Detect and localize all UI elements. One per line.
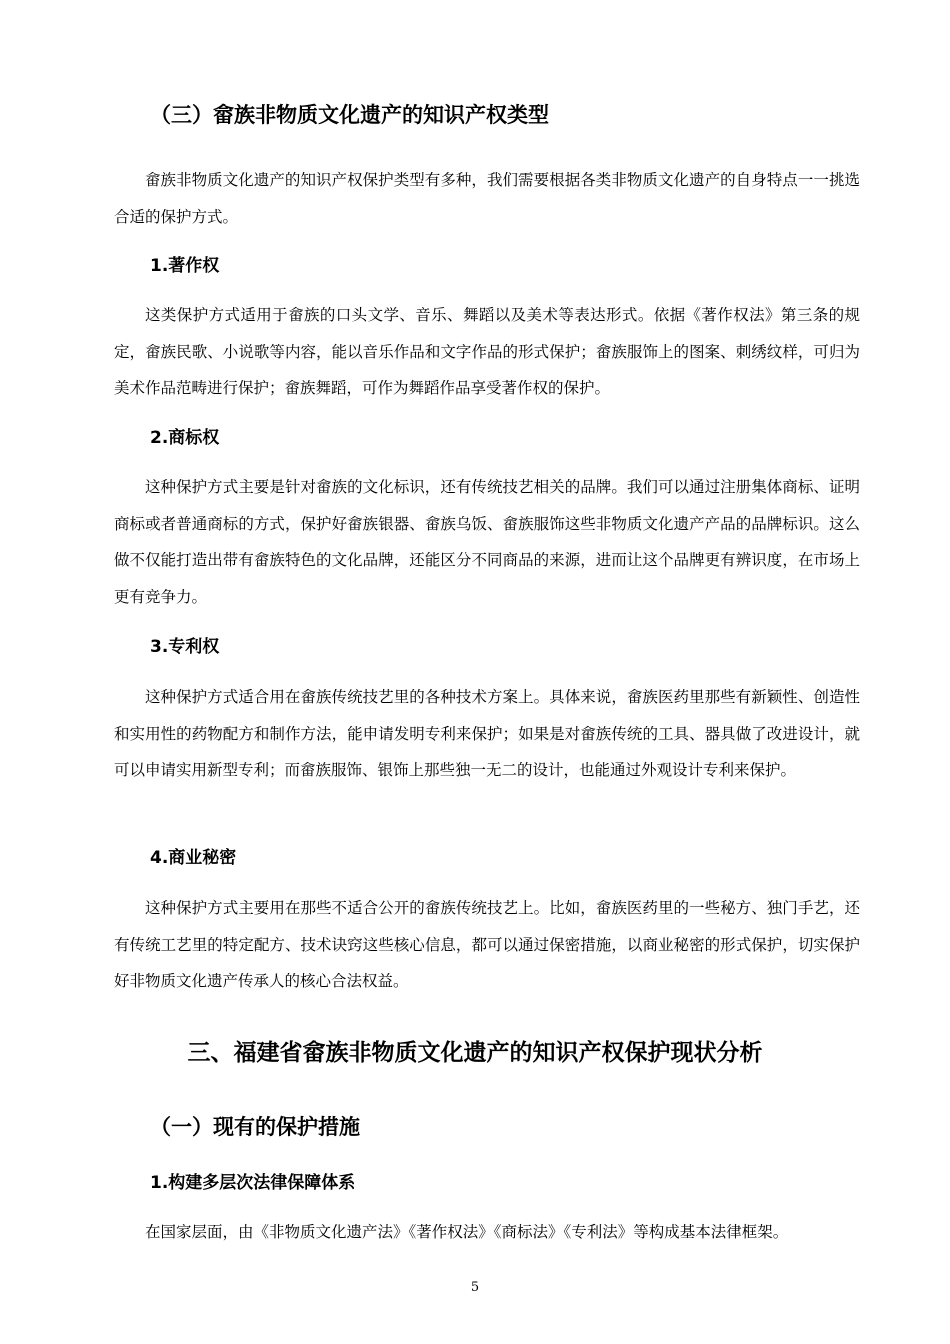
item-text-trade-secret: 这种保护方式主要用在那些不适合公开的畲族传统技艺上。比如，畲族医药里的一些秘方、独门手艺，还有传统工艺里的特定配方、技术诀窍这些核心信息，都可以通过保密措施，以商业秘密的形式保护，切实保护好非物质文化遗产传承人的核心合法权益。 — [114, 899, 860, 990]
page-number: 5 — [470, 1280, 480, 1295]
item-text-copyright: 这类保护方式适用于畲族的口头文学、音乐、舞蹈以及美术等表达形式。依据《著作权法》第三条的规定，畲族民歌、小说歌等内容，能以音乐作品和文字作品的形式保护；畲族服饰上的图案、刺绣纹样，可归为美术作品范畴进行保护；畲族舞蹈，可作为舞蹈作品享受著作权的保护。 — [114, 306, 860, 397]
chapter-heading: 三、福建省畲族非物质文化遗产的知识产权保护现状分析 — [187, 1040, 763, 1066]
section-heading: （三）畲族非物质文化遗产的知识产权类型 — [150, 103, 549, 127]
sub-item-heading: 1.构建多层次法律保障体系 — [150, 1173, 356, 1193]
item-heading-patent: 3.专利权 — [150, 637, 220, 657]
intro-paragraph: 畲族非物质文化遗产的知识产权保护类型有多种，我们需要根据各类非物质文化遗产的自身特点一一挑选合适的保护方式。 — [114, 171, 860, 226]
item-heading-copyright: 1.著作权 — [150, 256, 220, 276]
item-text-patent: 这种保护方式适合用在畲族传统技艺里的各种技术方案上。具体来说，畲族医药里那些有新颖性、创造性和实用性的药物配方和制作方法，能申请发明专利来保护；如果是对畲族传统的工具、器具做了改进设计，就可以申请实用新型专利；而畲族服饰、银饰上那些独一无二的设计，也能通过外观设计专利来保护。 — [114, 688, 860, 779]
subsection-heading: （一）现有的保护措施 — [150, 1115, 360, 1139]
item-text-trademark: 这种保护方式主要是针对畲族的文化标识，还有传统技艺相关的品牌。我们可以通过注册集体商标、证明商标或者普通商标的方式，保护好畲族银器、畲族乌饭、畲族服饰这些非物质文化遗产产品的品牌标识。这么做不仅能打造出带有畲族特色的文化品牌，还能区分不同商品的来源，进而让这个品牌更有辨识度，在市场上更有竞争力。 — [114, 478, 860, 606]
sub-item-paragraph: 在国家层面，由《非物质文化遗产法》《著作权法》《商标法》《专利法》等构成基本法律框架。 — [145, 1223, 789, 1241]
item-heading-trade-secret: 4.商业秘密 — [150, 848, 237, 868]
item-heading-trademark: 2.商标权 — [150, 428, 220, 448]
